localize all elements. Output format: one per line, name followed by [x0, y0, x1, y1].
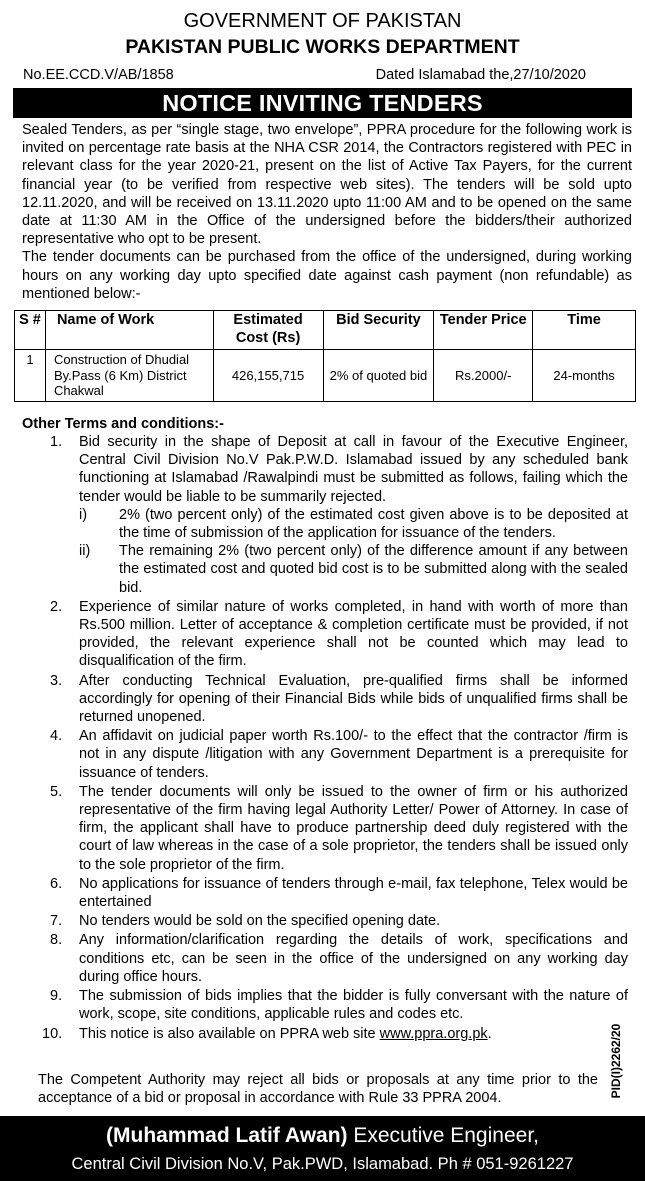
- cell-name-of-work: Construction of Dhudial By.Pass (6 Km) District Chakwal: [45, 350, 213, 402]
- header-estimated-cost: Estimated Cost (Rs): [213, 311, 323, 350]
- item-text: No applications for issuance of tenders through e-mail, fax telephone, Telex would be entertained: [79, 875, 628, 911]
- item-text: No tenders would be sold on the specified opening date.: [79, 913, 441, 930]
- office-address: Central Civil Division No.V, Pak.PWD, Islamabad. Ph # 051-9261227: [71, 1155, 574, 1173]
- table-row: [15, 350, 636, 402]
- item-text: Experience of similar nature of works completed, in hand with worth of more than Rs.500 million. Letter of acceptance & completion certificate must be provided, if not provided, the relevant experience shall not be counted which may lead to disqualification of the firm.: [79, 598, 628, 670]
- list-item: [22, 1025, 628, 1043]
- pid-code: [604, 1010, 628, 1112]
- item-text-end: .: [487, 1025, 492, 1042]
- department-title: PAKISTAN PUBLIC WORKS DEPARTMENT: [125, 36, 520, 58]
- reference-number: No.EE.CCD.V/AB/1858: [23, 67, 174, 83]
- notice-date: Dated Islamabad the,27/10/2020: [375, 67, 586, 83]
- cell-time: 24-months: [533, 350, 636, 402]
- header-bid-security: Bid Security: [323, 311, 434, 350]
- list-item: [22, 783, 628, 874]
- list-item: [22, 875, 628, 911]
- sub-item-number: ii): [79, 543, 91, 560]
- item-number: 1.: [50, 434, 63, 450]
- government-title: GOVERNMENT OF PAKISTAN: [183, 10, 462, 32]
- header-name-of-work: Name of Work: [45, 311, 213, 350]
- item-text: The tender documents will only be issued to the owner of firm or his authorized representative of the firm having legal Authority Letter/ Power of Attorney. In case of firm, the applicant shall have to produce partnership deed duly registered with the court of law whereas in the case of a sole proprietor, the tenders shall be issued only to the sole proprietor of the firm.: [79, 783, 628, 873]
- signatory-line: [0, 1123, 645, 1149]
- cell-estimated-cost: 426,155,715: [213, 350, 323, 402]
- item-number: 8.: [50, 932, 63, 949]
- list-item: [22, 727, 628, 782]
- sub-item-text: 2% (two percent only) of the estimated cost given above is to be deposited at the time of submission of the application for issuance of the tenders.: [119, 506, 628, 542]
- item-number: 9.: [50, 988, 63, 1005]
- intro-paragraph-1: Sealed Tenders, as per “single stage, two envelope”, PPRA procedure for the following work is invited on percentage rate basis at the NHA CSR 2014, the Contractors registered with PEC in relevant class for the year 2020-21, present on the list of Active Tax Payers, for the current financial year (to be verified from respective web sites). The tenders will be sold upto 12.11.2020, and will be received on 13.11.2020 upto 11:00 AM and to be opened on the same date at 11:30 AM in the Office of the undersigned before the bidders/their authorized representative who opt to be present.: [22, 122, 632, 248]
- terms-heading: Other Terms and conditions:-: [22, 416, 224, 432]
- cell-bid-security: 2% of quoted bid: [323, 350, 434, 402]
- sub-item: [22, 506, 628, 542]
- item-number: 5.: [50, 783, 63, 800]
- item-text: The submission of bids implies that the bidder is fully conversant with the nature of work, scope, site conditions, applicable rules and codes etc.: [79, 988, 628, 1023]
- cell-tender-price: Rs.2000/-: [434, 350, 533, 402]
- item-number: 7.: [50, 913, 63, 930]
- item-number: 10.: [42, 1025, 63, 1042]
- item-text: Bid security in the shape of Deposit at call in favour of the Executive Engineer, Central Civil Division No.V Pak.P.W.D. Islamabad issued by any scheduled bank functioning at Islamabad /Rawalpindi must be submitted as follows, failing which the tender would be liable to be summarily rejected.: [79, 434, 628, 505]
- item-text: This notice is also available on PPRA web site: [79, 1025, 380, 1042]
- item-text: After conducting Technical Evaluation, pre-qualified firms shall be informed accordingly for opening of their Financial Bids while bids of unqualified firms shall be returned unopened.: [79, 672, 628, 726]
- pid-code-text: PID(I)2262/20: [609, 1023, 623, 1099]
- notice-banner: NOTICE INVITING TENDERS: [13, 88, 632, 118]
- list-item: [22, 672, 628, 727]
- tender-table: [14, 310, 636, 402]
- intro-paragraph-2: The tender documents can be purchased from the office of the undersigned, during working hours on any working day upto specified date against cash payment (non refundable) as mentioned below:-: [22, 249, 632, 302]
- signature-footer: [0, 1116, 645, 1181]
- item-number: 2.: [50, 598, 63, 615]
- list-item: [22, 433, 628, 506]
- list-item: [22, 598, 628, 671]
- header-time: Time: [533, 311, 636, 350]
- header-tender-price: Tender Price: [434, 311, 533, 350]
- table-header-row: [15, 311, 636, 350]
- item-text: Any information/clarification regarding the details of work, specifications and conditions etc, can be seen in the office of the undersigned on any working day during office hours.: [79, 932, 628, 985]
- header-sno: S #: [15, 311, 46, 350]
- intro-text: [22, 121, 632, 303]
- sub-item-number: i): [79, 506, 88, 523]
- item-text: An affidavit on judicial paper worth Rs.100/- to the effect that the contractor /firm is not in any dispute /litigation with any Government Department is a prerequisite for issuance of tenders.: [79, 728, 628, 781]
- signatory-name: (Muhammad Latif Awan): [106, 1124, 348, 1147]
- ppra-website-link[interactable]: www.ppra.org.pk: [379, 1025, 488, 1042]
- list-item: [22, 931, 628, 986]
- sub-item: [22, 542, 628, 597]
- list-item: [22, 912, 628, 930]
- terms-list: [22, 433, 628, 1043]
- sub-item-text: The remaining 2% (two percent only) of the difference amount if any between the estimated cost and quoted bid cost is to be submitted along with the sealed bid.: [119, 543, 628, 596]
- closing-statement: The Competent Authority may reject all bids or proposals at any time prior to the acceptance of a bid or proposal in accordance with Rule 33 PPRA 2004.: [38, 1072, 598, 1107]
- item-number: 4.: [50, 728, 63, 745]
- list-item: [22, 987, 628, 1023]
- item-number: 6.: [50, 875, 63, 892]
- item-number: 3.: [50, 672, 63, 689]
- cell-sno: 1: [15, 350, 46, 402]
- signatory-designation: Executive Engineer,: [347, 1124, 539, 1147]
